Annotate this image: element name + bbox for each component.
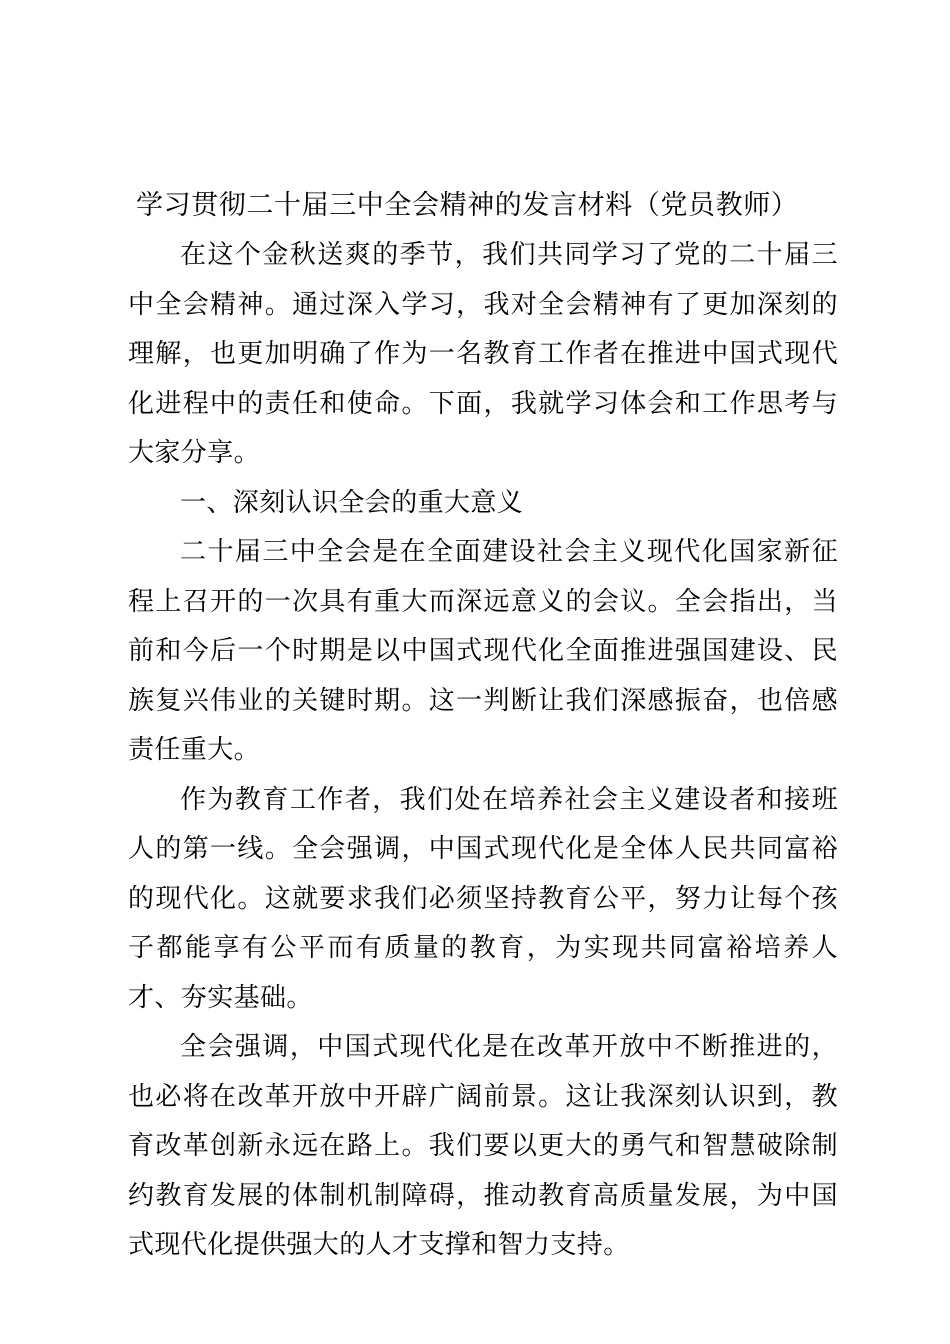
section-heading-1: 一、深刻认识全会的重大意义: [180, 487, 524, 518]
body-paragraph: 作为教育工作者，我们处在培养社会主义建设者和接班人的第一线。全会强调，中国式现代化是全体人民共同富裕的现代化。这就要求我们必须坚持教育公平，努力让每个孩子都能享有公平而有质量的教育，为实现共同富裕培养人才、夯实基础。: [128, 784, 838, 1013]
intro-paragraph: 在这个金秋送爽的季节，我们共同学习了党的二十届三中全会精神。通过深入学习，我对全会精神有了更加深刻的理解，也更加明确了作为一名教育工作者在推进中国式现代化进程中的责任和使命。下面，我就学习体会和工作思考与大家分享。: [128, 240, 838, 468]
body-paragraph: 二十届三中全会是在全面建设社会主义现代化国家新征程上召开的一次具有重大而深远意义的会议。全会指出，当前和今后一个时期是以中国式现代化全面推进强国建设、民族复兴伟业的关键时期。这一判断让我们深感振奋，也倍感责任重大。: [128, 537, 838, 765]
document-title: 学习贯彻二十届三中全会精神的发言材料（党员教师）: [136, 190, 799, 221]
body-paragraph: 全会强调，中国式现代化是在改革开放中不断推进的，也必将在改革开放中开辟广阔前景。这让我深刻认识到，教育改革创新永远在路上。我们要以更大的勇气和智慧破除制约教育发展的体制机制障碍，推动教育高质量发展，为中国式现代化提供强大的人才支撑和智力支持。: [128, 1032, 838, 1260]
document-body: [128, 183, 838, 1271]
